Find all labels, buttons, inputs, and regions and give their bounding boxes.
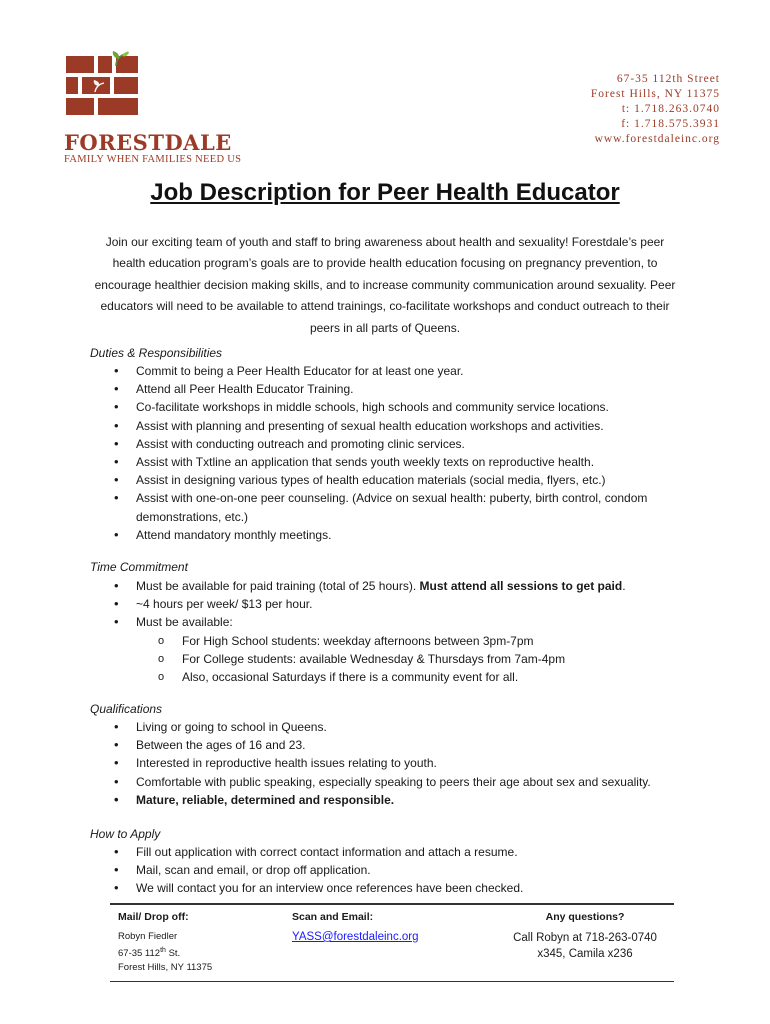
list-item: • Fill out application with correct contact information and attach a resume. xyxy=(110,843,700,861)
questions-header: Any questions? xyxy=(545,911,625,923)
mail-column xyxy=(110,905,284,981)
list-item-text: Must be available for paid training (total of 25 hours). xyxy=(136,579,417,593)
time-heading: Time Commitment xyxy=(90,560,188,574)
list-item: • Co-facilitate workshops in middle schools, high schools and community service locations. xyxy=(110,398,700,416)
qualifications-list xyxy=(110,718,710,809)
list-item: • Mature, reliable, determined and responsible. xyxy=(110,791,710,809)
list-item-text: Must be available: xyxy=(136,615,233,630)
email-link[interactable]: YASS@forestdaleinc.org xyxy=(292,931,419,943)
list-item: • Between the ages of 16 and 23. xyxy=(110,736,710,754)
forestdale-logo xyxy=(64,56,274,166)
sprout-icon xyxy=(110,50,130,68)
address-phone: t: 1.718.263.0740 xyxy=(621,103,720,115)
scan-header: Scan and Email: xyxy=(292,911,374,923)
list-item: • Attend mandatory monthly meetings. xyxy=(110,526,700,544)
address-block xyxy=(591,72,720,147)
scan-column xyxy=(284,905,494,981)
brand-name: FORESTDALE xyxy=(64,130,232,155)
contact-table xyxy=(110,903,674,982)
list-item-end: . xyxy=(622,579,626,593)
availability-sublist xyxy=(136,632,700,687)
list-item-bold: Must attend all sessions to get paid xyxy=(419,579,623,593)
address-website[interactable]: www.forestdaleinc.org xyxy=(594,133,720,145)
apply-list xyxy=(110,843,700,898)
list-item: • Assist with one-on-one peer counseling. (Advice on sexual health: puberty, birth control, condom demonstrations, etc.) xyxy=(110,489,656,525)
list-item: • Assist in designing various types of health education materials (social media, flyers, etc.) xyxy=(110,471,700,489)
list-item: • Interested in reproductive health issues relating to youth. xyxy=(110,754,710,772)
list-item: • Assist with planning and presenting of sexual health education workshops and activities. xyxy=(110,417,700,435)
mail-street: 67-35 112th St. xyxy=(118,947,181,960)
mail-header: Mail/ Drop off: xyxy=(118,911,189,923)
list-item: • Comfortable with public speaking, especially speaking to peers their age about sex and sexuality. xyxy=(110,773,710,791)
brick-wall-icon xyxy=(66,56,146,126)
list-item: • Living or going to school in Queens. xyxy=(110,718,710,736)
apply-heading: How to Apply xyxy=(90,827,161,841)
list-item: • Attend all Peer Health Educator Training. xyxy=(110,380,700,398)
questions-column xyxy=(494,905,674,981)
qualifications-heading: Qualifications xyxy=(90,702,163,716)
list-item: • Assist with conducting outreach and promoting clinic services. xyxy=(110,435,700,453)
list-item xyxy=(110,577,700,595)
questions-line-1: Call Robyn at 718-263-0740 xyxy=(513,932,657,944)
mail-city: Forest Hills, NY 11375 xyxy=(118,962,213,974)
list-item: • Assist with Txtline an application that sends youth weekly texts on reproductive health. xyxy=(110,453,700,471)
duties-heading: Duties & Responsibilities xyxy=(90,346,223,360)
questions-line-2: x345, Camila x236 xyxy=(537,948,633,960)
list-item: • ~4 hours per week/ $13 per hour. xyxy=(110,595,700,613)
mail-name: Robyn Fiedler xyxy=(118,931,178,942)
list-item xyxy=(110,613,700,686)
page-title: Job Description for Peer Health Educator xyxy=(150,179,620,206)
brand-tagline: FAMILY WHEN FAMILIES NEED US xyxy=(64,154,242,165)
address-fax: f: 1.718.575.3931 xyxy=(621,118,720,130)
time-list xyxy=(110,577,700,686)
address-city: Forest Hills, NY 11375 xyxy=(590,88,720,100)
intro-paragraph: Join our exciting team of youth and staff to bring awareness about health and sexuality! Forestdale’s peer health education program’s goals are to provide health education focusing on pregnancy prevention, to encourage healthier decision making skills, and to increase community communication around sexuality. Peer educators will need to be available to attend trainings, co-facilitate workshops and conduct outreach to their peers in all parts of Queens. xyxy=(94,235,676,335)
address-street: 67-35 112th Street xyxy=(616,73,720,85)
list-item: • Mail, scan and email, or drop off application. xyxy=(110,861,700,879)
sub-item: o For College students: available Wednesday & Thursdays from 7am-4pm xyxy=(158,650,700,668)
sprout-icon xyxy=(92,78,108,94)
duties-list xyxy=(110,362,700,544)
list-item: • We will contact you for an interview once references have been checked. xyxy=(110,879,700,897)
sub-item: o Also, occasional Saturdays if there is a community event for all. xyxy=(158,668,700,686)
list-item: • Commit to being a Peer Health Educator for at least one year. xyxy=(110,362,700,380)
sub-item: o For High School students: weekday afternoons between 3pm-7pm xyxy=(158,632,700,650)
